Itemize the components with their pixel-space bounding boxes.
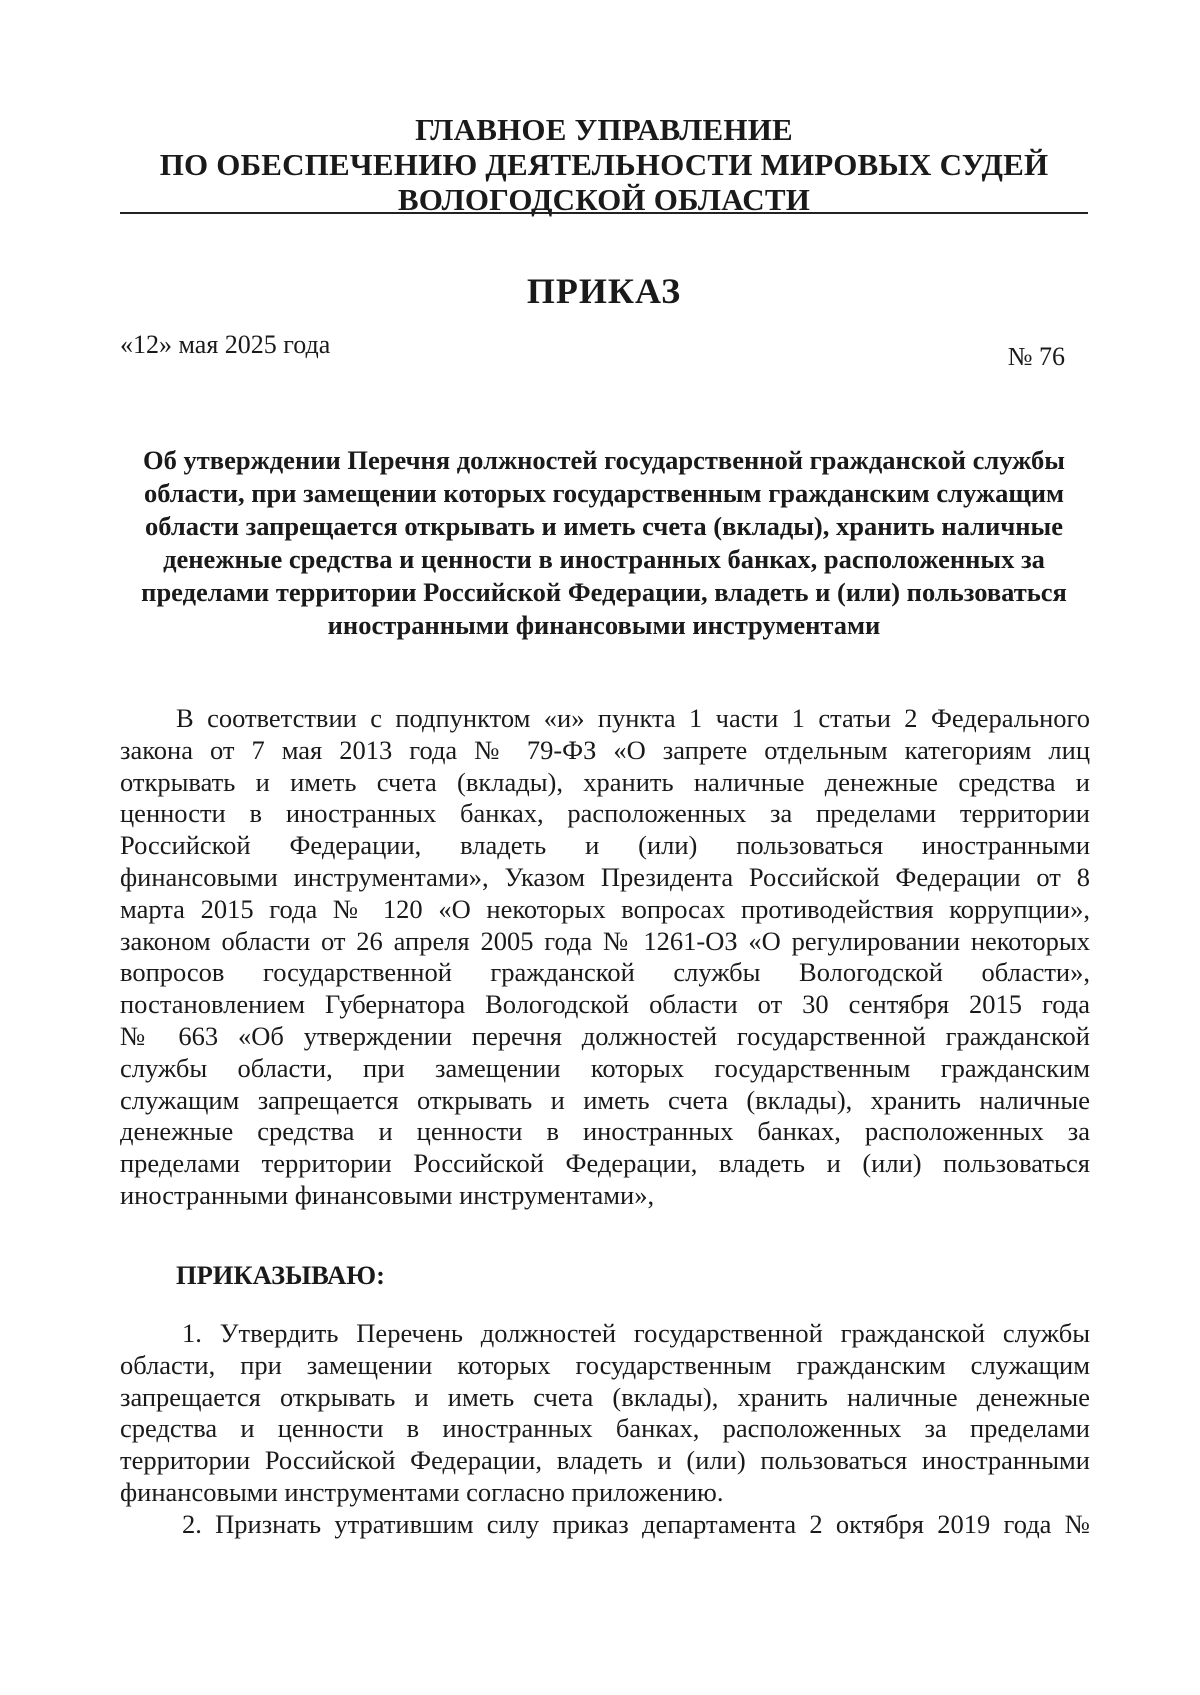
preamble-line: Российской Федерации, владеть и (или) пользоваться иностранными [120,830,1090,861]
organization-header [120,112,1088,217]
preamble-line: финансовыми инструментами», Указом Президента Российской Федерации от 8 [120,861,1090,892]
subject-line: области запрещается открывать и иметь счета (вклады), хранить наличные [144,511,1063,541]
item-1-line: территории Российской Федерации, владеть и (или) пользоваться иностранными [120,1445,1090,1476]
order-items [120,1318,1090,1541]
preamble-line: № 663 «Об утверждении перечня должностей государственной гражданской [120,1020,1090,1051]
preamble-paragraph [120,703,1090,1212]
document-title: ПРИКАЗ [526,271,682,311]
document-number: № 76 [1007,342,1065,371]
preamble-line: вопросов государственной гражданской службы Вологодской области», [120,957,1090,988]
preamble-line: марта 2015 года № 120 «О некоторых вопросах противодействия коррупции», [120,893,1090,924]
decree-word: ПРИКАЗЫВАЮ: [176,1260,385,1290]
document-subject [120,444,1088,642]
item-1-line: средства и ценности в иностранных банках, расположенных за пределами [120,1413,1090,1444]
header-divider [120,212,1088,214]
org-line: ГЛАВНОЕ УПРАВЛЕНИЕ [415,112,793,147]
item-1-line: запрещается открывать и иметь счета (вклады), хранить наличные денежные [120,1381,1090,1412]
subject-line: иностранными финансовыми инструментами [327,610,881,640]
org-line: ВОЛОГОДСКОЙ ОБЛАСТИ [397,182,811,217]
preamble-line: открывать и иметь счета (вклады), хранить наличные денежные средства и [120,766,1090,797]
subject-line: Об утверждении Перечня должностей государственной гражданской службы [143,445,1065,475]
subject-line: области, при замещении которых государственным гражданским служащим [143,478,1065,508]
item-1-line: области, при замещении которых государственным гражданским служащим [120,1349,1090,1380]
item-1-line: финансовыми инструментами согласно приложению. [120,1476,724,1507]
preamble-line: пределами территории Российской Федерации, владеть и (или) пользоваться [120,1148,1090,1179]
preamble-line: службы области, при замещении которых государственным гражданским [120,1052,1090,1083]
preamble-line: служащим запрещается открывать и иметь счета (вклады), хранить наличные [120,1084,1090,1115]
preamble-line: закона от 7 мая 2013 года № 79-ФЗ «О запрете отдельным категориям лиц [120,734,1090,765]
org-line: ПО ОБЕСПЕЧЕНИЮ ДЕЯТЕЛЬНОСТИ МИРОВЫХ СУДЕЙ [159,147,1049,182]
preamble-line: постановлением Губернатора Вологодской области от 30 сентября 2015 года [120,989,1090,1020]
preamble-line: законом области от 26 апреля 2005 года № 1261-ОЗ «О регулировании некоторых [120,925,1090,956]
preamble-line: иностранными финансовыми инструментами», [120,1179,655,1210]
subject-line: пределами территории Российской Федерации, владеть и (или) пользоваться [141,577,1067,607]
preamble-line: ценности в иностранных банках, расположенных за пределами территории [120,798,1090,829]
document-date: «12» мая 2025 года [120,330,331,359]
preamble-line: В соответствии с подпунктом «и» пункта 1 части 1 статьи 2 Федерального [176,703,1090,733]
subject-line: денежные средства и ценности в иностранных банках, расположенных за [163,544,1045,574]
item-2-line: 2. Признать утратившим силу приказ департамента 2 октября 2019 года № [182,1508,1090,1539]
preamble-line: денежные средства и ценности в иностранных банках, расположенных за [120,1116,1090,1147]
item-1-line: 1. Утвердить Перечень должностей государственной гражданской службы [182,1318,1090,1348]
